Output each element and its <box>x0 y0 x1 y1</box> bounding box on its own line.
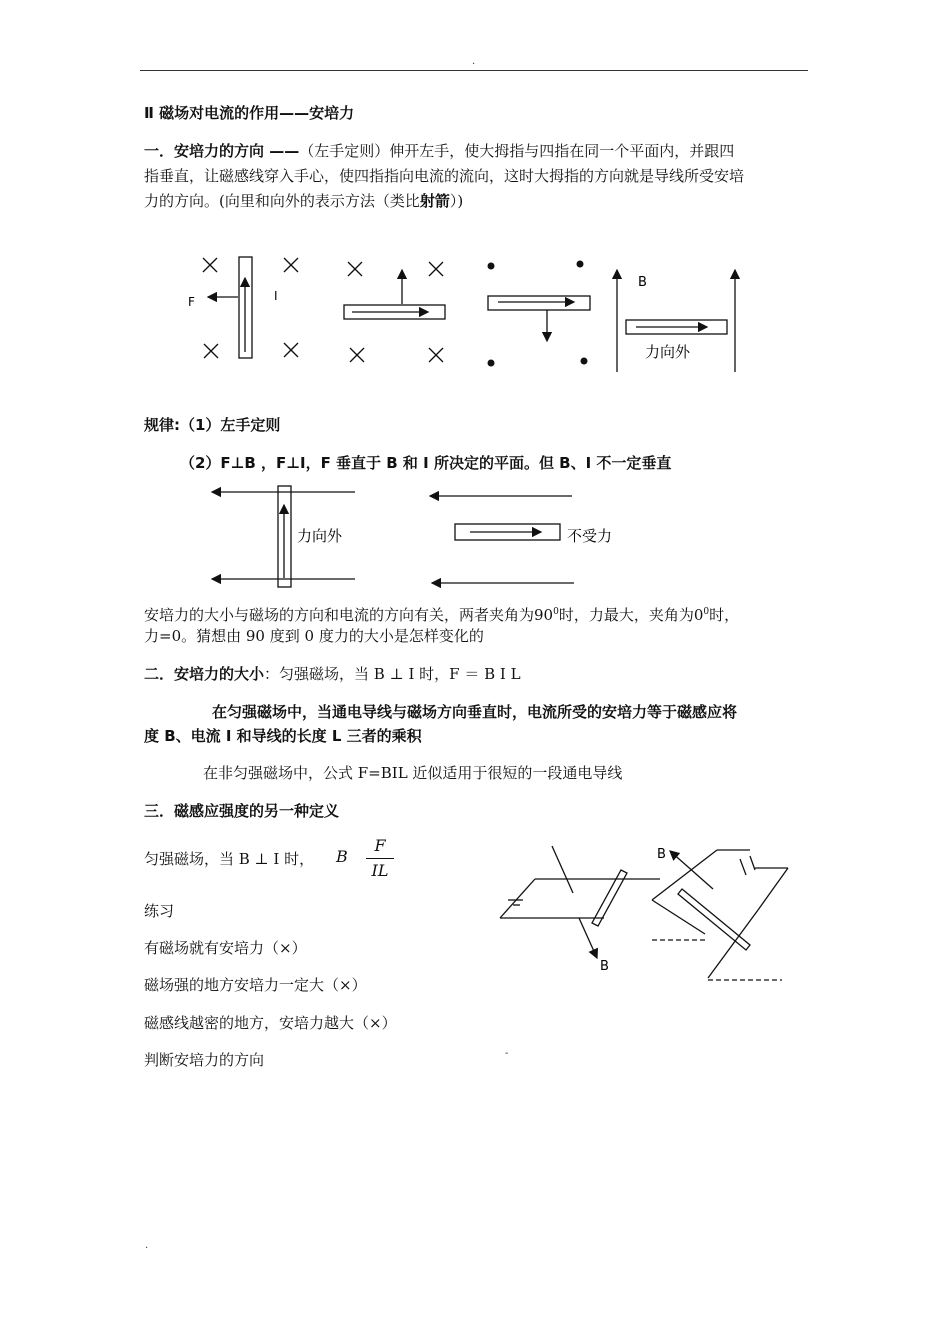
page-title: Ⅱ 磁场对电流的作用——安培力 <box>144 104 355 122</box>
angle-sup-2: 0 <box>703 607 710 617</box>
label-I: I <box>274 289 278 303</box>
sec2-heading: 二．安培力的大小 <box>144 665 265 683</box>
practice-item: 磁场强的地方安培力一定大（×） <box>144 976 367 994</box>
practice-item: 磁感线越密的地方，安培力越大（×） <box>144 1014 397 1032</box>
sec1-heading: 一．安培力的方向 —— <box>144 142 300 160</box>
rule-1: 规律:（1）左手定则 <box>144 416 281 434</box>
footer-dot: . <box>145 1240 149 1251</box>
rule-2: （2）F⊥B ，F⊥I，F 垂直于 B 和 I 所决定的平面。但 B、I 不一定垂直 <box>180 454 672 472</box>
angle-text-b: 时，力最大，夹角为0 <box>558 606 704 624</box>
sec1-line1-text: （左手定则）伸开左手，使大拇指与四指在同一个平面内，并跟四 <box>299 142 735 160</box>
sec2-nonuniform: 在非匀强磁场中，公式 F=BIL 近似适用于很短的一段通电导线 <box>203 764 623 782</box>
rod <box>678 889 750 950</box>
sec3-formula-prefix: 匀强磁场，当 B ⊥ I 时， <box>144 850 315 868</box>
practice-item: 判断安培力的方向 <box>144 1051 265 1069</box>
label-no-force: 不受力 <box>567 527 613 545</box>
practice-item: 有磁场就有安培力（×） <box>144 939 307 957</box>
formula-denominator: IL <box>371 861 389 880</box>
angle-line2: 力=0。猜想由 90 度到 0 度力的大小是怎样变化的 <box>144 627 484 645</box>
sec1-line3-a: 力的方向。(向里和向外的表示方法（类比 <box>144 192 420 210</box>
sec2-bold-line2: 度 B、电流 I 和导线的长度 L 三者的乘积 <box>144 727 422 745</box>
angle-text-c: 时， <box>709 606 740 624</box>
angle-text-a: 安培力的大小与磁场的方向和电流的方向有关，两者夹角为90 <box>144 606 554 624</box>
label-force-out: 力向外 <box>645 343 691 361</box>
label-F: F <box>188 295 195 309</box>
sec1-line3-bold: 射箭 <box>419 192 450 210</box>
center-mark: - <box>505 1048 509 1059</box>
formula-B: B <box>336 847 348 866</box>
sec3-heading: 三．磁感应强度的另一种定义 <box>144 802 340 820</box>
sec2-bold-line1: 在匀强磁场中，当通电导线与磁场方向垂直时，电流所受的安培力等于磁感应将 <box>212 703 738 721</box>
label-B: B <box>600 959 609 974</box>
sec1-line3-b: ）) <box>449 192 464 210</box>
header-dot: . <box>472 56 476 67</box>
formula-numerator: F <box>374 836 386 855</box>
practice-title: 练习 <box>144 902 175 920</box>
label-B: B <box>657 847 666 862</box>
sec1-line2: 指垂直，让磁感线穿入手心，使四指指向电流的流向，这时大拇指的方向就是导线所受安培 <box>144 167 745 185</box>
sec2-formula: ：匀强磁场，当 B ⊥ I 时，F ＝ B I L <box>264 665 521 683</box>
label-force-out: 力向外 <box>297 527 343 545</box>
angle-sup-1: 0 <box>553 607 559 617</box>
label-B: B <box>638 275 647 290</box>
